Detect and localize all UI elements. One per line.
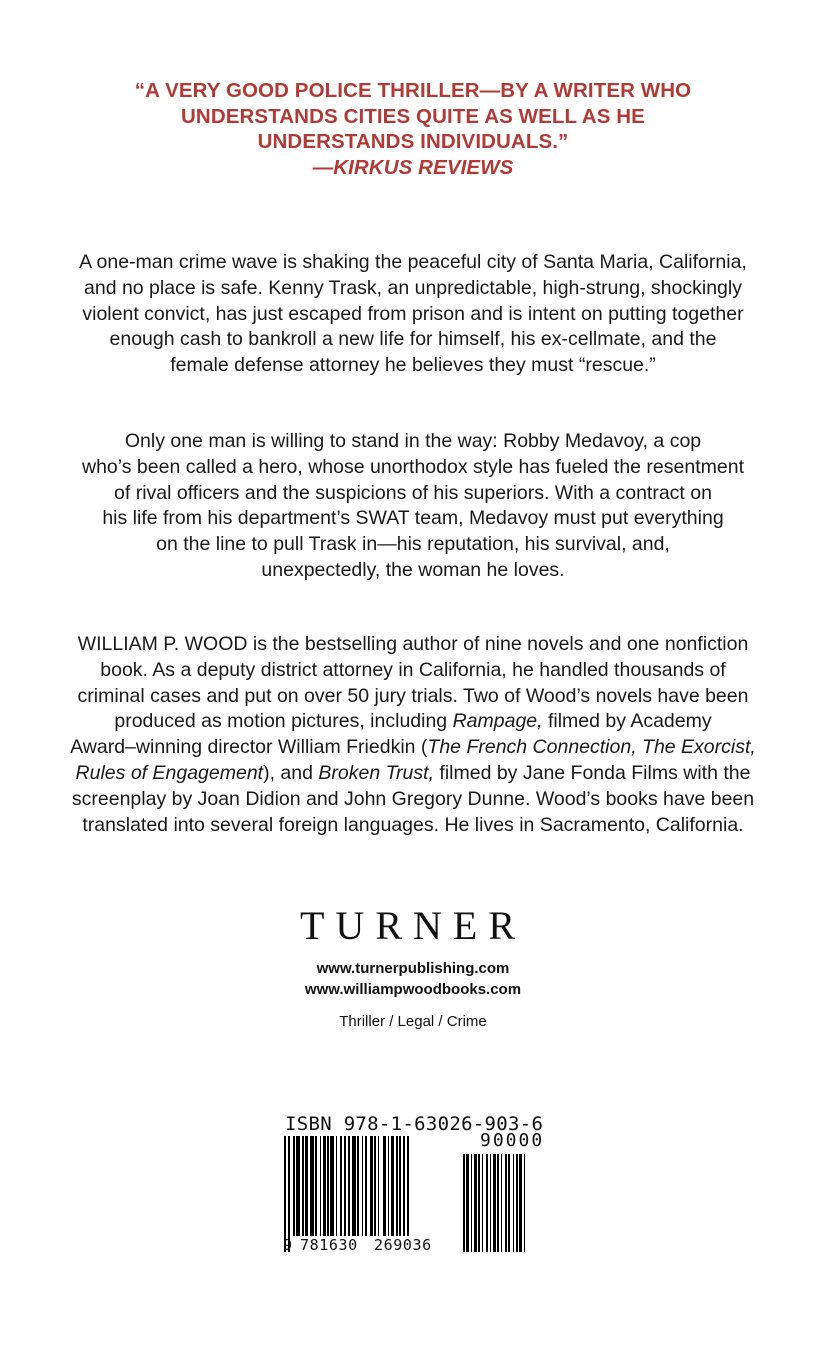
barcode-bar	[505, 1154, 507, 1252]
barcode-bar	[524, 1154, 525, 1252]
publisher-url: www.turnerpublishing.com	[316, 960, 510, 977]
barcode-bar	[362, 1136, 363, 1236]
barcode-bar	[288, 1136, 290, 1252]
publisher-urls	[0, 958, 826, 1000]
quote-line: UNDERSTANDS CITIES QUITE AS WELL AS HE	[181, 104, 645, 128]
genre-label: Thriller / Legal / Crime	[339, 1013, 487, 1030]
publisher-logo: TURNER	[300, 903, 526, 948]
review-quote	[60, 78, 766, 180]
addon-barcode	[463, 1154, 547, 1252]
barcode-bar	[370, 1136, 373, 1236]
ean-right-digits: 269036	[374, 1236, 432, 1254]
quote-line: “A VERY GOOD POLICE THRILLER—BY A WRITER WHO	[134, 79, 692, 102]
ean-lead-digit: 9	[283, 1236, 293, 1254]
text-line: who’s been called a hero, whose unorthodox style has fueled the resentment	[82, 455, 744, 478]
barcode-bar	[508, 1154, 510, 1252]
barcode-bar	[330, 1136, 334, 1236]
barcode-bar	[501, 1154, 502, 1252]
barcode-bar	[357, 1136, 359, 1236]
barcode-bar	[493, 1154, 496, 1252]
text-line: screenplay by Joan Didion and John Gregory Dunne. Wood’s books have been	[71, 787, 755, 810]
text-line: violent convict, has just escaped from prison and is intent on putting together	[82, 302, 744, 325]
ean-barcode	[284, 1136, 456, 1252]
author-url: www.williampwoodbooks.com	[304, 981, 522, 998]
text-line: his life from his department’s SWAT team, Medavoy must put everything	[102, 507, 724, 530]
text-line: WILLIAM P. WOOD is the bestselling author of nine novels and one nonfiction	[77, 633, 749, 655]
price-addon-text: 90000	[480, 1130, 545, 1151]
barcode-bar	[490, 1154, 491, 1252]
synopsis-paragraph-1	[30, 250, 796, 379]
text-line: Only one man is willing to stand in the way: Robby Medavoy, a cop	[124, 430, 702, 452]
barcode-bar	[478, 1154, 480, 1252]
barcode-bar	[383, 1136, 386, 1236]
barcode-bar	[293, 1136, 295, 1236]
barcode-bar	[471, 1154, 472, 1252]
barcode-bar	[344, 1136, 346, 1236]
quote-line: UNDERSTANDS INDIVIDUALS.”	[257, 130, 569, 153]
barcode-bar	[516, 1154, 518, 1252]
text-line: Rules of Engagement), and Broken Trust, filmed by Jane Fonda Films with the	[75, 761, 751, 784]
barcode-bar	[388, 1136, 389, 1236]
barcode-bar	[513, 1154, 514, 1252]
barcode-bar	[284, 1136, 286, 1252]
barcode-bar	[466, 1154, 469, 1252]
barcode-bar	[482, 1154, 483, 1252]
barcode-bar	[352, 1136, 356, 1236]
text-line: translated into several foreign languages. He lives in Sacramento, California.	[82, 813, 744, 836]
author-bio	[30, 632, 796, 838]
barcode-bar	[407, 1136, 409, 1252]
barcode-bar	[486, 1154, 488, 1252]
text-line: criminal cases and put on over 50 jury trials. Two of Wood’s novels have been	[77, 684, 749, 707]
barcode-bar	[327, 1136, 329, 1236]
text-line: on the line to pull Trask in—his reputation, his survival, and,	[156, 533, 670, 556]
barcode-bar	[391, 1136, 394, 1236]
film-titles: Rules of Engagement	[75, 761, 264, 784]
barcode-bar	[365, 1136, 367, 1236]
barcode-bar	[463, 1154, 465, 1252]
ean-left-digits: 781630	[300, 1236, 358, 1254]
text-line: produced as motion pictures, including Rampage, filmed by Academy	[114, 710, 712, 733]
text-line: unexpectedly, the woman he loves.	[261, 558, 565, 581]
barcode-bar	[348, 1136, 350, 1236]
synopsis-paragraph-2	[30, 429, 796, 584]
barcode-bar	[310, 1136, 314, 1236]
text-line: and no place is safe. Kenny Trask, an unpredictable, high-strung, shockingly	[84, 276, 742, 299]
barcode-bar	[399, 1136, 401, 1236]
text-line: A one-man crime wave is shaking the peaceful city of Santa Maria, California,	[79, 251, 747, 273]
barcode-bar	[340, 1136, 342, 1236]
barcode-bar	[497, 1154, 499, 1252]
barcode-bar	[323, 1136, 326, 1236]
text-line: of rival officers and the suspicions of his superiors. With a contract on	[114, 481, 712, 504]
film-titles: The French Connection, The Exorcist,	[427, 736, 756, 759]
barcode-bar	[296, 1136, 300, 1236]
book-title: Rampage,	[452, 710, 543, 733]
quote-attribution: —KIRKUS REVIEWS	[312, 155, 514, 179]
text-line: female defense attorney he believes they must “rescue.”	[170, 354, 656, 377]
barcode-bar	[374, 1136, 376, 1236]
barcode-bar	[305, 1136, 308, 1236]
barcode-bar	[320, 1136, 321, 1236]
barcode-bar	[336, 1136, 337, 1236]
barcode-bar	[474, 1154, 477, 1252]
book-title: Broken Trust,	[318, 761, 434, 784]
barcode-bar	[396, 1136, 398, 1236]
barcode-bar	[315, 1136, 317, 1236]
barcode-bar	[378, 1136, 379, 1236]
barcode-bar	[403, 1136, 405, 1252]
text-line: book. As a deputy district attorney in California, he handled thousands of	[100, 658, 726, 681]
barcode-bar	[519, 1154, 522, 1252]
isbn-text: ISBN 978-1-63026-903-6	[285, 1113, 544, 1135]
barcode-bar	[302, 1136, 304, 1236]
text-line: enough cash to bankroll a new life for himself, his ex-cellmate, and the	[109, 328, 717, 351]
text-line: Award–winning director William Friedkin (The French Connection, The Exorcist,	[70, 736, 756, 759]
